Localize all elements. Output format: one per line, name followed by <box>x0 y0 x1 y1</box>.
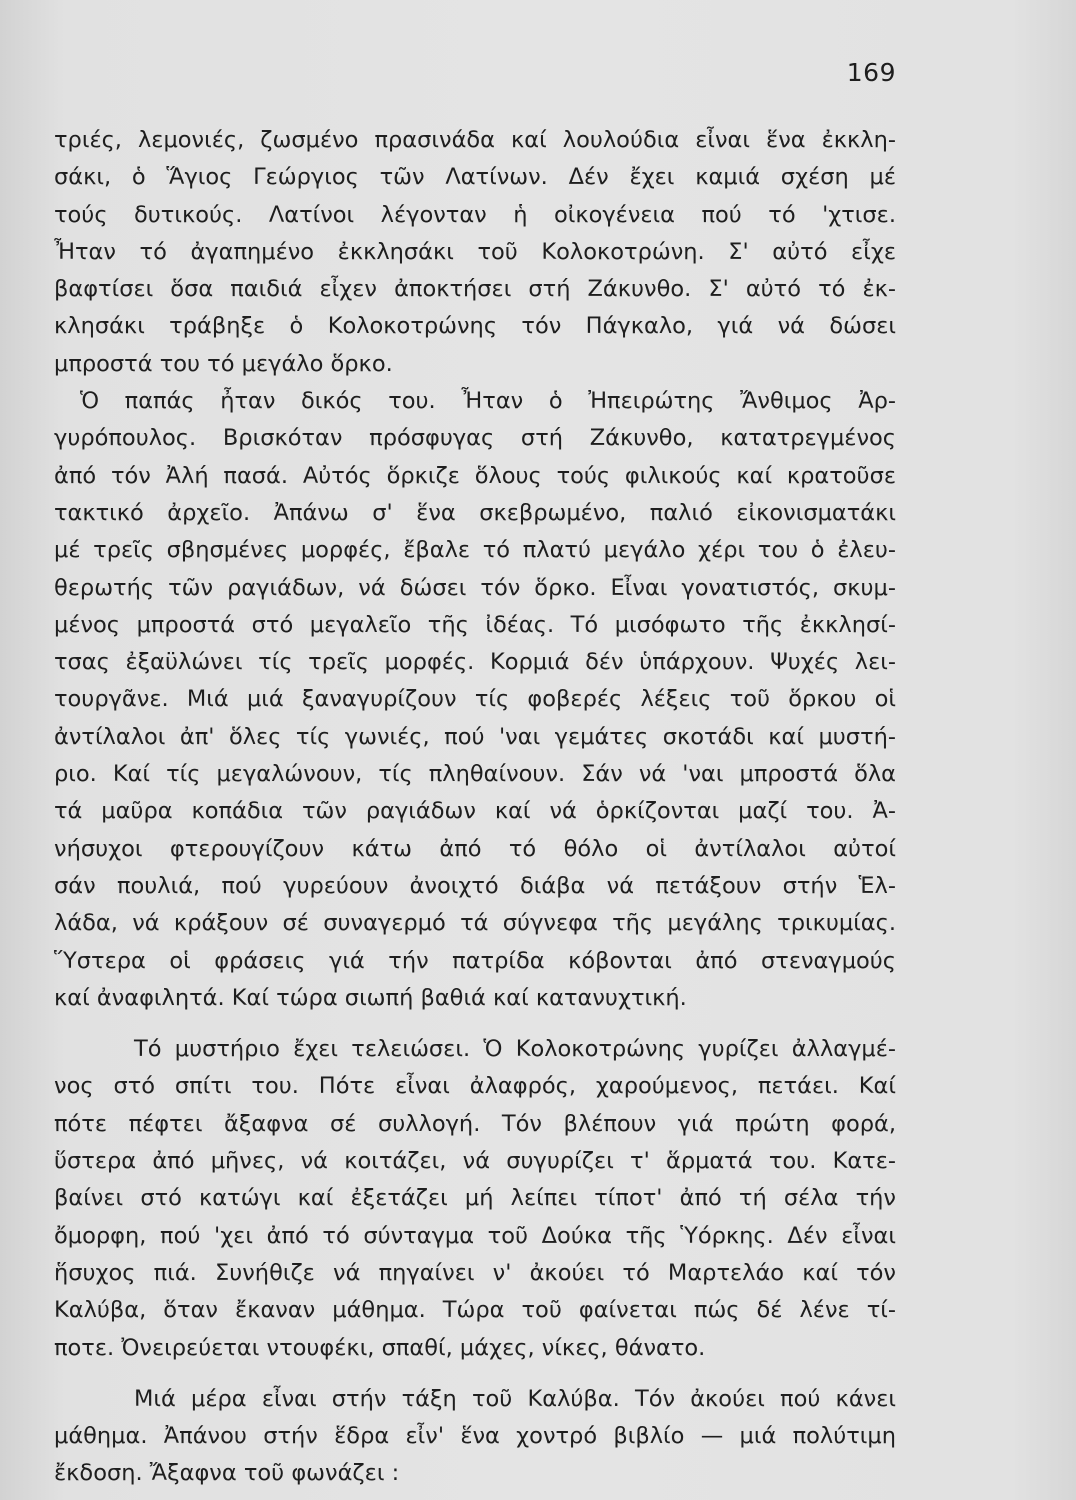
text-line: μένος μπροστά στό μεγαλεῖο τῆς ἰδέας. Τό μισόφωτο τῆς ἐκκλησί- <box>54 611 896 638</box>
text-line: ποτε. Ὀνειρεύεται ντουφέκι, σπαθί, μάχες, νίκες, θάνατο. <box>54 1334 706 1361</box>
text-line: μέ τρεῖς σβησμένες μορφές, ἔβαλε τό πλατύ μεγάλο χέρι του ὁ ἐλευ- <box>54 537 896 564</box>
text-line: βαίνει στό κατώγι καί ἐξετάζει μή λείπει τίποτ' ἀπό τή σέλα τήν <box>54 1185 896 1212</box>
text-line: νήσυχοι φτερουγίζουν κάτω ἀπό τό θόλο οἱ ἀντίλαλοι αὐτοί <box>54 835 896 862</box>
text-line: νος στό σπίτι του. Πότε εἶναι ἀλαφρός, χαρούμενος, πετάει. Καί <box>54 1073 896 1100</box>
paragraph-4 <box>54 1381 896 1493</box>
text-line: Καλύβα, ὅταν ἔκαναν μάθημα. Τώρα τοῦ φαίνεται πώς δέ λένε τί- <box>54 1297 896 1324</box>
text-line: σάν πουλιά, πού γυρεύουν ἀνοιχτό διάβα νά πετάξουν στήν Ἑλ- <box>54 872 896 899</box>
text-line: ἔκδοση. Ἄξαφνα τοῦ φωνάζει : <box>54 1460 400 1487</box>
paragraph-2 <box>54 383 896 1017</box>
text-line: σάκι, ὁ Ἅγιος Γεώργιος τῶν Λατίνων. Δέν ἔχει καμιά σχέση μέ <box>54 164 896 191</box>
paragraph-1 <box>54 122 896 383</box>
text-line: βαφτίσει ὅσα παιδιά εἶχεν ἀποκτήσει στή Ζάκυνθο. Σ' αὐτό τό ἐκ- <box>54 276 896 303</box>
text-line: τούς δυτικούς. Λατίνοι λέγονταν ἡ οἰκογένεια πού τό 'χτισε. <box>54 201 896 228</box>
text-line: Ὕστερα οἱ φράσεις γιά τήν πατρίδα κόβονται ἀπό στεναγμούς <box>54 947 896 974</box>
text-line: Ὁ παπάς ἦταν δικός του. Ἦταν ὁ Ἠπειρώτης Ἄνθιμος Ἀρ- <box>80 388 896 415</box>
text-line: τριές, λεμονιές, ζωσμένο πρασινάδα καί λουλούδια εἶναι ἕνα ἐκκλη- <box>54 127 896 153</box>
text-line: τακτικό ἀρχεῖο. Ἀπάνω σ' ἕνα σκεβρωμένο, παλιό εἰκονισματάκι <box>54 499 896 526</box>
text-line: θερωτής τῶν ραγιάδων, νά δώσει τόν ὅρκο. Εἶναι γονατιστός, σκυμ- <box>54 574 896 601</box>
paragraph-gap <box>54 1367 896 1381</box>
paragraph-gap <box>54 1017 896 1031</box>
body-text <box>54 122 896 1493</box>
text-line: ὄμορφη, πού 'χει ἀπό τό σύνταγμα τοῦ Δούκα τῆς Ὑόρκης. Δέν εἶναι <box>54 1222 896 1249</box>
text-line: πότε πέφτει ἄξαφνα σέ συλλογή. Τόν βλέπουν γιά πρώτη φορά, <box>54 1110 896 1137</box>
text-line: ἥσυχος πιά. Συνήθιζε νά πηγαίνει ν' ἀκούει τό Μαρτελάο καί τόν <box>54 1259 896 1286</box>
text-line: γυρόπουλος. Βρισκόταν πρόσφυγας στή Ζάκυνθο, κατατρεγμένος <box>54 425 896 452</box>
text-line: μπροστά του τό μεγάλο ὅρκο. <box>54 350 393 377</box>
text-line: ἀπό τόν Ἀλή πασά. Αὐτός ὅρκιζε ὅλους τούς φιλικούς καί κρατοῦσε <box>54 462 896 489</box>
text-line: τσας ἐξαϋλώνει τίς τρεῖς μορφές. Κορμιά δέν ὑπάρχουν. Ψυχές λει- <box>54 649 896 676</box>
text-line: τά μαῦρα κοπάδια τῶν ραγιάδων καί νά ὁρκίζονται μαζί του. Ἀ- <box>54 798 896 825</box>
text-line: ὕστερα ἀπό μῆνες, νά κοιτάζει, νά συγυρίζει τ' ἅρματά του. Κατε- <box>54 1148 896 1175</box>
text-line: Ἦταν τό ἀγαπημένο ἐκκλησάκι τοῦ Κολοκοτρώνη. Σ' αὐτό εἶχε <box>54 238 896 265</box>
text-line: Τό μυστήριο ἔχει τελειώσει. Ὁ Κολοκοτρώνης γυρίζει ἀλλαγμέ- <box>134 1036 896 1063</box>
paragraph-3 <box>54 1031 896 1367</box>
text-line: ριο. Καί τίς μεγαλώνουν, τίς πληθαίνουν. Σάν νά 'ναι μπροστά ὅλα <box>54 761 896 788</box>
text-line: κλησάκι τράβηξε ὁ Κολοκοτρώνης τόν Πάγκαλο, γιά νά δώσει <box>54 313 896 340</box>
text-line: λάδα, νά κράξουν σέ συναγερμό τά σύγνεφα τῆς μεγάλης τρικυμίας. <box>54 910 896 937</box>
text-line: ἀντίλαλοι ἀπ' ὅλες τίς γωνιές, πού 'ναι γεμάτες σκοτάδι καί μυστή- <box>54 723 896 750</box>
text-line: Μιά μέρα εἶναι στήν τάξη τοῦ Καλύβα. Τόν ἀκούει πού κάνει <box>134 1385 896 1412</box>
text-line: μάθημα. Ἀπάνου στήν ἕδρα εἶν' ἕνα χοντρό βιβλίο — μιά πολύτιμη <box>54 1423 896 1450</box>
text-line: καί ἀναφιλητά. Καί τώρα σιωπή βαθιά καί κατανυχτική. <box>54 984 687 1011</box>
text-line: τουργᾶνε. Μιά μιά ξαναγυρίζουν τίς φοβερές λέξεις τοῦ ὅρκου οἱ <box>54 686 896 713</box>
page-number: 169 <box>846 58 896 87</box>
